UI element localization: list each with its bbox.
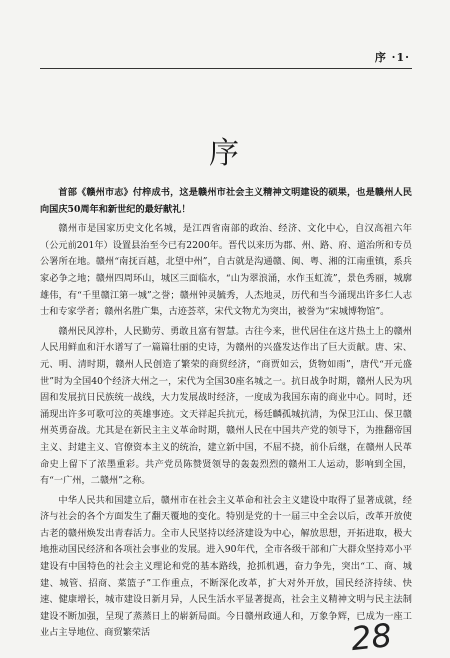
paragraph: 赣州市是国家历史文化名城，是江西省南部的政治、经济、文化中心，自汉高祖六年（公元前201年）设置县治至今已有2200年。晋代以来历为郡、州、路、府、道治所和专员公署所在地。赣州“南抚百越，北望中州”，自古就是沟通赣、闽、粤、湘的江南重镇，系兵家必争之地；赣州四周环山，城区三面临水，“山为翠浪涌，水作玉虹流”，景色秀丽，城廓雄伟，有“千里赣江第一城”之誉；赣州钟灵毓秀，人杰地灵，历代和当今涌现出许多仁人志士和专家学者；赣州名胜广集，古迹荟萃，宋代文物尤为突出，被誉为“宋城博物馆”。 xyxy=(40,223,412,318)
running-header xyxy=(40,48,412,69)
preface-body xyxy=(40,185,412,645)
handwritten-page-mark: 28 xyxy=(349,615,394,658)
paragraph: 中华人民共和国建立后，赣州市在社会主义革命和社会主义建设中取得了显著成就，经济与社会的各个方面发生了翻天覆地的变化。特别是党的十一届三中全会以后，改革开放使古老的赣州焕发出青春活力。全市人民坚持以经济建设为中心，解放思想，开拓进取，极大地推动国民经济和各项社会事业的发展。进入90年代，全市各级干部和广大群众坚持邓小平建设有中国特色的社会主义理论和党的基本路线，抢抓机遇，奋力争先，突出“工、商、城建、城管、招商、菜篮子”工作重点，不断深化改革，扩大对外开放，国民经济持续、快速、健康增长，城市建设日新月异，人民生活水平显著提高，社会主义精神文明与民主法制建设不断加强，呈现了蒸蒸日上的崭新局面。今日赣州政通人和，万象争辉，已成为一座工业占主导地位、商贸繁荣活 xyxy=(40,494,412,639)
paragraph: 赣州民风淳朴，人民勤劳、勇敢且富有智慧。古往今来，世代居住在这片热土上的赣州人民用鲜血和汗水谱写了一篇篇壮丽的史诗，为赣州的兴盛发达作出了巨大贡献。唐、宋、元、明、清时期，赣州人民创造了繁荣的商贸经济，“商贾如云，货物如雨”，唐代“开元盛世”时为全国40个经济大州之一，宋代为全国30座名城之一。抗日战争时期，赣州人民为巩固和发展抗日民族统一战线，大力发展战时经济，一度成为我国东南的商业中心。同时，还涌现出许多可歌可泣的英雄事迹。文天祥起兵抗元，杨廷麟孤城抗清，为保卫江山、保卫赣州英勇奋战。尤其是在新民主主义革命时期，赣州人民在中国共产党的领导下，为推翻帝国主义、封建主义、官僚资本主义的统治，建立新中国，不屈不挠，前仆后继，在赣州人民革命史上留下了浓墨重彩。共产党员陈赞贤领导的轰轰烈烈的赣州工人运动，影响到全国，有“一广州，二赣州”之称。 xyxy=(40,325,412,487)
header-page-label: 序 ·1· xyxy=(374,51,410,64)
paragraph: 首部《赣州市志》付梓成书，这是赣州市社会主义精神文明建设的硕果，也是赣州人民向国庆50周年和新世纪的最好献礼！ xyxy=(40,187,412,215)
page-title: 序 xyxy=(209,136,241,171)
